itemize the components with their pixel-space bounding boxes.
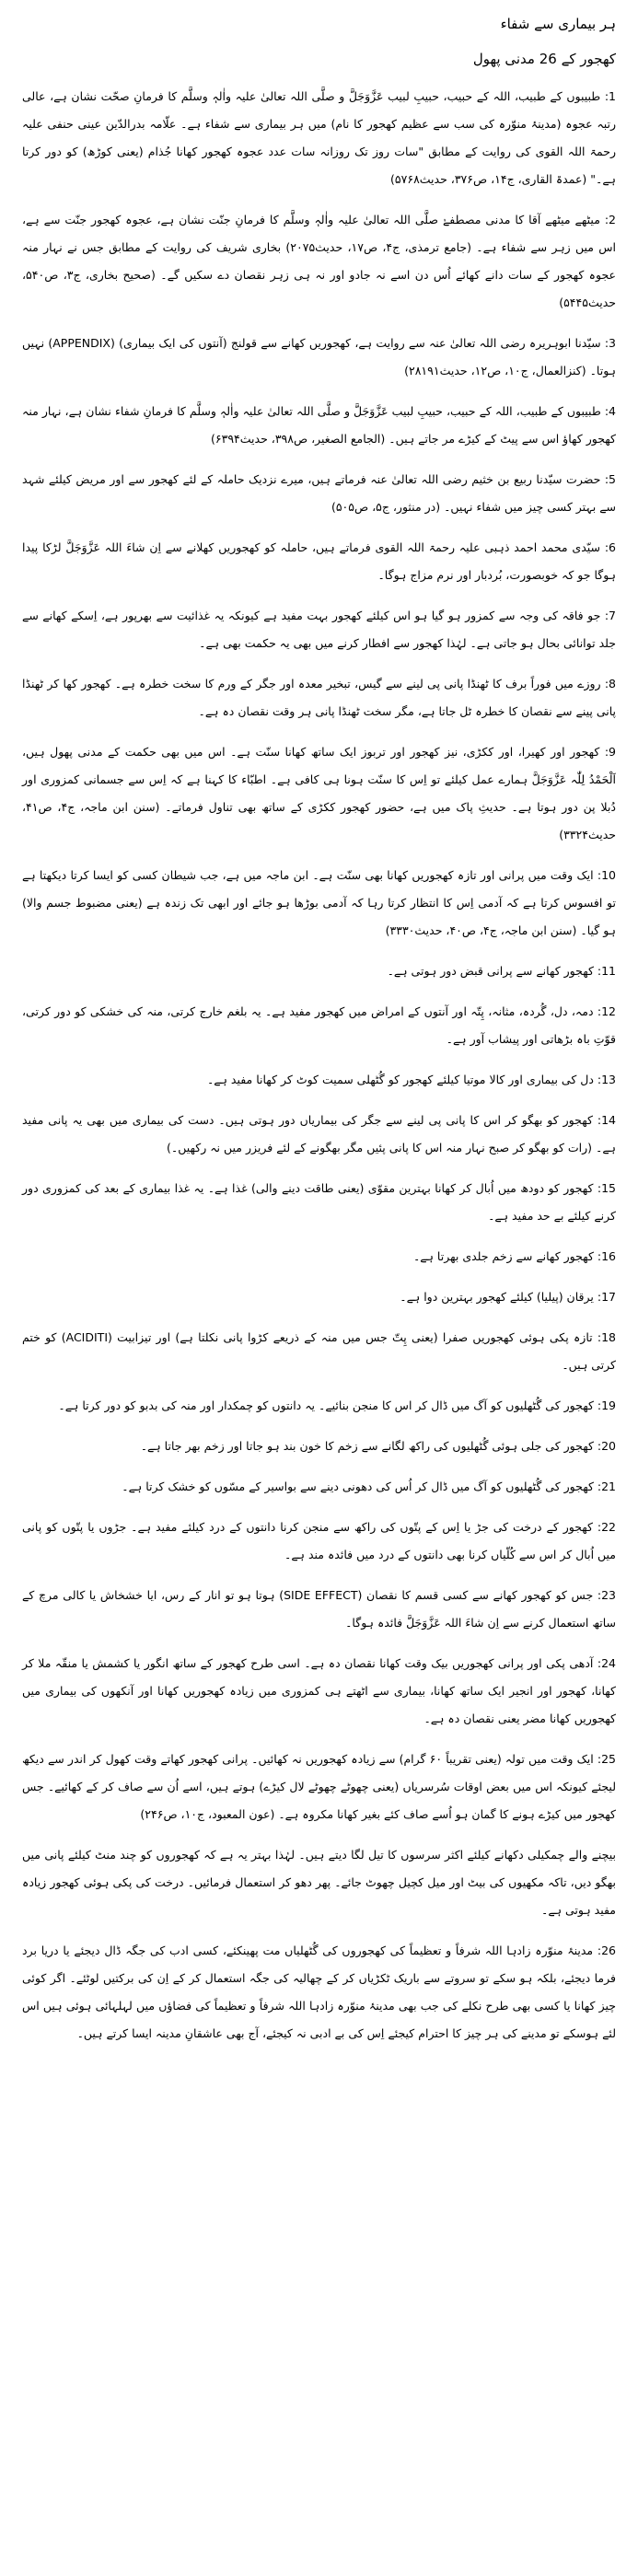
list-item: 11: کھجور کھانے سے پرانی قبض دور ہوتی ہے۔: [387, 964, 616, 978]
document-subtitle: کھجور کے 26 مدنی پھول: [472, 51, 616, 67]
list-item: 20: کھجور کی جلی ہوئی گُٹھلیوں کی راکھ لگانے سے زخم کا خون بند ہو جاتا اور زخم بھر جاتا ہے۔: [140, 1439, 616, 1453]
list-item: 18: تازہ پکی ہوئی کھجوریں صفرا (یعنی پِتّ جس میں منہ کے ذریعے کڑوا پانی نکلتا ہے) اور تیزابیت (ACIDITI) کو ختم کرتی ہیں۔: [22, 1330, 616, 1372]
list-item: 15: کھجور کو دودھ میں اُبال کر کھانا بہترین مقوّی (یعنی طاقت دینے والی) غذا ہے۔ یہ غذا بیماری کے بعد کی کمزوری دور کرنے کیلئے بے حد مفید ہے۔: [22, 1181, 616, 1223]
tips-list: [22, 83, 616, 2048]
list-item: 1: طبیبوں کے طبیب، اللہ کے حبیب، حبیبِ لبیب عَزَّوَجَلَّ و صلَّی اللہ تعالیٰ علیہ واٰلہٖ وسلَّم کا فرمانِ صحّت نشان ہے، عالی رتبہ عجوہ (مدینۂ منوّرہ کی سب سے عظیم کھجور کا نام) میں ہر بیماری سے شفاء ہے۔ علّامہ بدرالدّین عینی حنفی علیہ رحمۃ اللہ القوی کی روایت کے مطابق "سات روز تک روزانہ سات عدد عجوہ کھجور کھانا جُذام (یعنی کوڑھ) کو دور کرتا ہے۔" (عمدۃ القاری، ج۱۴، ص۳۷۶، حدیث۵۷۶۸): [22, 89, 616, 186]
list-item: 14: کھجور کو بھگو کر اس کا پانی پی لینے سے جگر کی بیماریاں دور ہوتی ہیں۔ دست کی بیماری میں بھی یہ پانی مفید ہے۔ (رات کو بھگو کر صبح نہار منہ اس کا پانی پئیں مگر بھگونے کے لئے فریزر میں نہ رکھیں۔): [22, 1113, 616, 1155]
list-item: 9: کھجور اور کھیرا، اور ککڑی، نیز کھجور اور تربوز ایک ساتھ کھانا سنّت ہے۔ اس میں بھی حکمت کے مدنی پھول ہیں، اَلْحَمْدُ لِلّٰہ عَزَّوَجَلَّ ہمارے عمل کیلئے تو اِس کا سنّت ہونا ہی کافی ہے۔ اطبّاء کا کہنا ہے کہ اِس سے جسمانی کمزوری اور دُبلا پن دور ہوتا ہے۔ حدیثِ پاک میں ہے، حضور کھجور ککڑی کے ساتھ بھی تناول فرماتے۔ (سنن ابن ماجہ، ج۴، ص۴۱، حدیث۳۳۲۴): [22, 745, 616, 841]
list-item: 17: یرقان (پیلیا) کیلئے کھجور بہترین دوا ہے۔: [400, 1290, 616, 1304]
list-item: 16: کھجور کھانے سے زخم جلدی بھرتا ہے۔: [412, 1249, 616, 1263]
list-item: 13: دل کی بیماری اور کالا موتیا کیلئے کھجور کو گُٹھلی سمیت کوٹ کر کھانا مفید ہے۔: [206, 1073, 616, 1086]
document-title: ہر بیماری سے شفاء: [500, 16, 616, 32]
list-item: 26: مدینۂ منوّرہ زادہا اللہ شرفاً و تعظیماً کی کھجوروں کی گُٹھلیاں مت پھینکئے، کسی ادب کی جگہ ڈال دیجئے یا دریا برد فرما دیجئے، بلکہ ہو سکے تو سروتے سے باریک ٹکڑیاں کر کے چھالیہ کی جگہ استعمال کر کے اِن کی برکتیں لوٹئے۔ اگر کوئی چیز کھانا یا کسی بھی طرح نکلے کی جب بھی مدینۂ منوّرہ زادہا اللہ شرفاً و تعظیماً کی فضاؤں میں لہلہائی ہوئی ہیں اس لئے ہوسکے تو مدینے کی ہر چیز کا احترام کیجئے اِس کی بے ادبی نہ کیجئے، آج بھی عاشقانِ مدینہ ایسا کرتے ہیں۔: [22, 1944, 616, 2040]
list-item: 4: طبیبوں کے طبیب، اللہ کے حبیب، حبیبِ لبیب عَزَّوَجَلَّ و صلَّی اللہ تعالیٰ علیہ واٰلہٖ وسلَّم کا فرمانِ شفاء نشان ہے، نہار منہ کھجور کھاؤ اس سے پیٹ کے کیڑے مر جاتے ہیں۔ (الجامع الصغیر، ص۳۹۸، حدیث۶۳۹۴): [22, 404, 616, 446]
list-item: 25: ایک وقت میں تولہ (یعنی تقریباً ۶۰ گرام) سے زیادہ کھجوریں نہ کھائیں۔ پرانی کھجور کھاتے وقت کھول کر اندر سے دیکھ لیجئے کیونکہ اس میں بعض اوقات سُرسریاں (یعنی چھوٹے چھوٹے لال کیڑے) ہوتے ہیں، اسے اُن سے صاف کر کے کھائیے۔ جس کھجور میں کیڑے ہونے کا گمان ہو اُسے صاف کئے بغیر کھانا مکروہ ہے۔ (عون المعبود، ج۱۰، ص۲۴۶): [22, 1752, 616, 1821]
list-item: 2: میٹھے میٹھے آقا کا مدنی مصطفےٰ صلَّی اللہ تعالیٰ علیہ واٰلہٖ وسلَّم کا فرمانِ جنّت نشان ہے، عجوہ کھجور جنّت سے ہے، اس میں زہر سے شفاء ہے۔ (جامع ترمذی، ج۴، ص۱۷، حدیث۲۰۷۵) بخاری شریف کی روایت کے مطابق جس نے نہار منہ عجوہ کھجور کے سات دانے کھائے اُس دن اسے نہ جادو اور نہ ہی زہر نقصان دے سکیں گے۔ (صحیح بخاری، ج۳، ص۵۴۰، حدیث۵۴۴۵): [22, 213, 616, 309]
list-item: 21: کھجور کی گُٹھلیوں کو آگ میں ڈال کر اُس کی دھونی دینے سے بواسیر کے مسّوں کو خشک کرتا ہے۔: [122, 1479, 616, 1493]
list-item: 19: کھجور کی گُٹھلیوں کو آگ میں ڈال کر اس کا منجن بنائیے۔ یہ دانتوں کو چمکدار اور منہ کی بدبو کو دور کرتا ہے۔: [58, 1398, 616, 1412]
list-item: 3: سیّدنا ابوہریرہ رضی اللہ تعالیٰ عنہ سے روایت ہے، کھجوریں کھانے سے قولنج (آنتوں کی ایک بیماری) (APPENDIX) نہیں ہوتا۔ (کنزالعمال، ج۱۰، ص۱۲، حدیث۲۸۱۹۱): [22, 336, 616, 377]
list-item: 8: روزے میں فوراً برف کا ٹھنڈا پانی پی لینے سے گیس، تبخیر معدہ اور جگر کے ورم کا سخت خطرہ ہے۔ کھجور کھا کر ٹھنڈا پانی پینے سے نقصان کا خطرہ ٹل جاتا ہے، مگر سخت ٹھنڈا پانی ہر وقت نقصان دہ ہے۔: [22, 677, 616, 718]
list-item: 24: آدھی پکی اور پرانی کھجوریں بیک وقت کھانا نقصان دہ ہے۔ اسی طرح کھجور کے ساتھ انگور یا کشمش یا منقّہ ملا کر کھانا، کھجور اور انجیر ایک ساتھ کھانا، بیماری سے اٹھتے ہی کمزوری میں زیادہ کھجوریں کھانا اور آنکھوں کی بیماری میں کھجوریں کھانا مضر یعنی نقصان دہ ہے۔: [22, 1656, 616, 1725]
list-item: 12: دمہ، دل، گُردہ، مثانہ، پِتّہ اور آنتوں کے امراض میں کھجور مفید ہے۔ یہ بلغم خارج کرتی، منہ کی خشکی کو دور کرتی، قوّتِ باہ بڑھاتی اور پیشاب آور ہے۔: [22, 1004, 616, 1046]
list-item: 7: جو فاقہ کی وجہ سے کمزور ہو گیا ہو اس کیلئے کھجور بہت مفید ہے کیونکہ یہ غذائیت سے بھرپور ہے، اِسکے کھانے سے جلد توانائی بحال ہو جاتی ہے۔ لہٰذا کھجور سے افطار کرنے میں بھی یہ حکمت بھی ہے۔: [22, 609, 616, 650]
list-item: بیچنے والے چمکیلی دکھانے کیلئے اکثر سرسوں کا تیل لگا دیتے ہیں۔ لہٰذا بہتر یہ ہے کہ کھجوروں کو چند منٹ کیلئے پانی میں بھگو دیں، تاکہ مکھیوں کی بیٹ اور میل کچیل چھوٹ جائے۔ پھر دھو کر استعمال فرمائیں۔ درخت کی پکی ہوئی کھجور زیادہ مفید ہوتی ہے۔: [22, 1848, 616, 1917]
list-item: 10: ایک وقت میں پرانی اور تازہ کھجوریں کھانا بھی سنّت ہے۔ ابن ماجہ میں ہے، جب شیطان کسی کو ایسا کرتا دیکھتا ہے تو افسوس کرتا ہے کہ آدمی اِس کا انتظار کرتا رہا کہ آدمی بوڑھا ہو جائے اور ابھی تک زندہ ہے (یعنی مضبوط جسم والا) ہو گیا۔ (سنن ابن ماجہ، ج۴، ص۴۰، حدیث۳۳۳۰): [22, 868, 616, 937]
list-item: 23: جس کو کھجور کھانے سے کسی قسم کا نقصان (SIDE EFFECT) ہوتا ہو تو انار کے رس، ایا خشخاش یا کالی مرچ کے ساتھ استعمال کرنے سے اِن شاءَ اللہ عَزَّوَجَلَّ فائدہ ہوگا۔: [22, 1588, 616, 1630]
list-item: 22: کھجور کے درخت کی جڑ یا اِس کے پتّوں کی راکھ سے منجن کرنا دانتوں کے درد کیلئے مفید ہے۔ جڑوں یا پتّوں کو پانی میں اُبال کر اس سے کُلّیاں کرنا بھی دانتوں کے درد میں فائدہ مند ہے۔: [22, 1520, 616, 1561]
list-item: 6: سیّدی محمد احمد ذہبی علیہ رحمۃ اللہ القوی فرماتے ہیں، حاملہ کو کھجوریں کھلانے سے اِن شاءَ اللہ عَزَّوَجَلَّ لڑکا پیدا ہوگا جو کہ خوبصورت، بُردبار اور نرم مزاج ہوگا۔: [22, 540, 616, 582]
list-item: 5: حضرت سیّدنا ربیع بن خثیم رضی اللہ تعالیٰ عنہ فرماتے ہیں، میرے نزدیک حاملہ کے لئے کھجور سے اور مریض کیلئے شہد سے بہتر کسی چیز میں شفاء نہیں۔ (در منثور، ج۵، ص۵۰۵): [22, 472, 616, 514]
